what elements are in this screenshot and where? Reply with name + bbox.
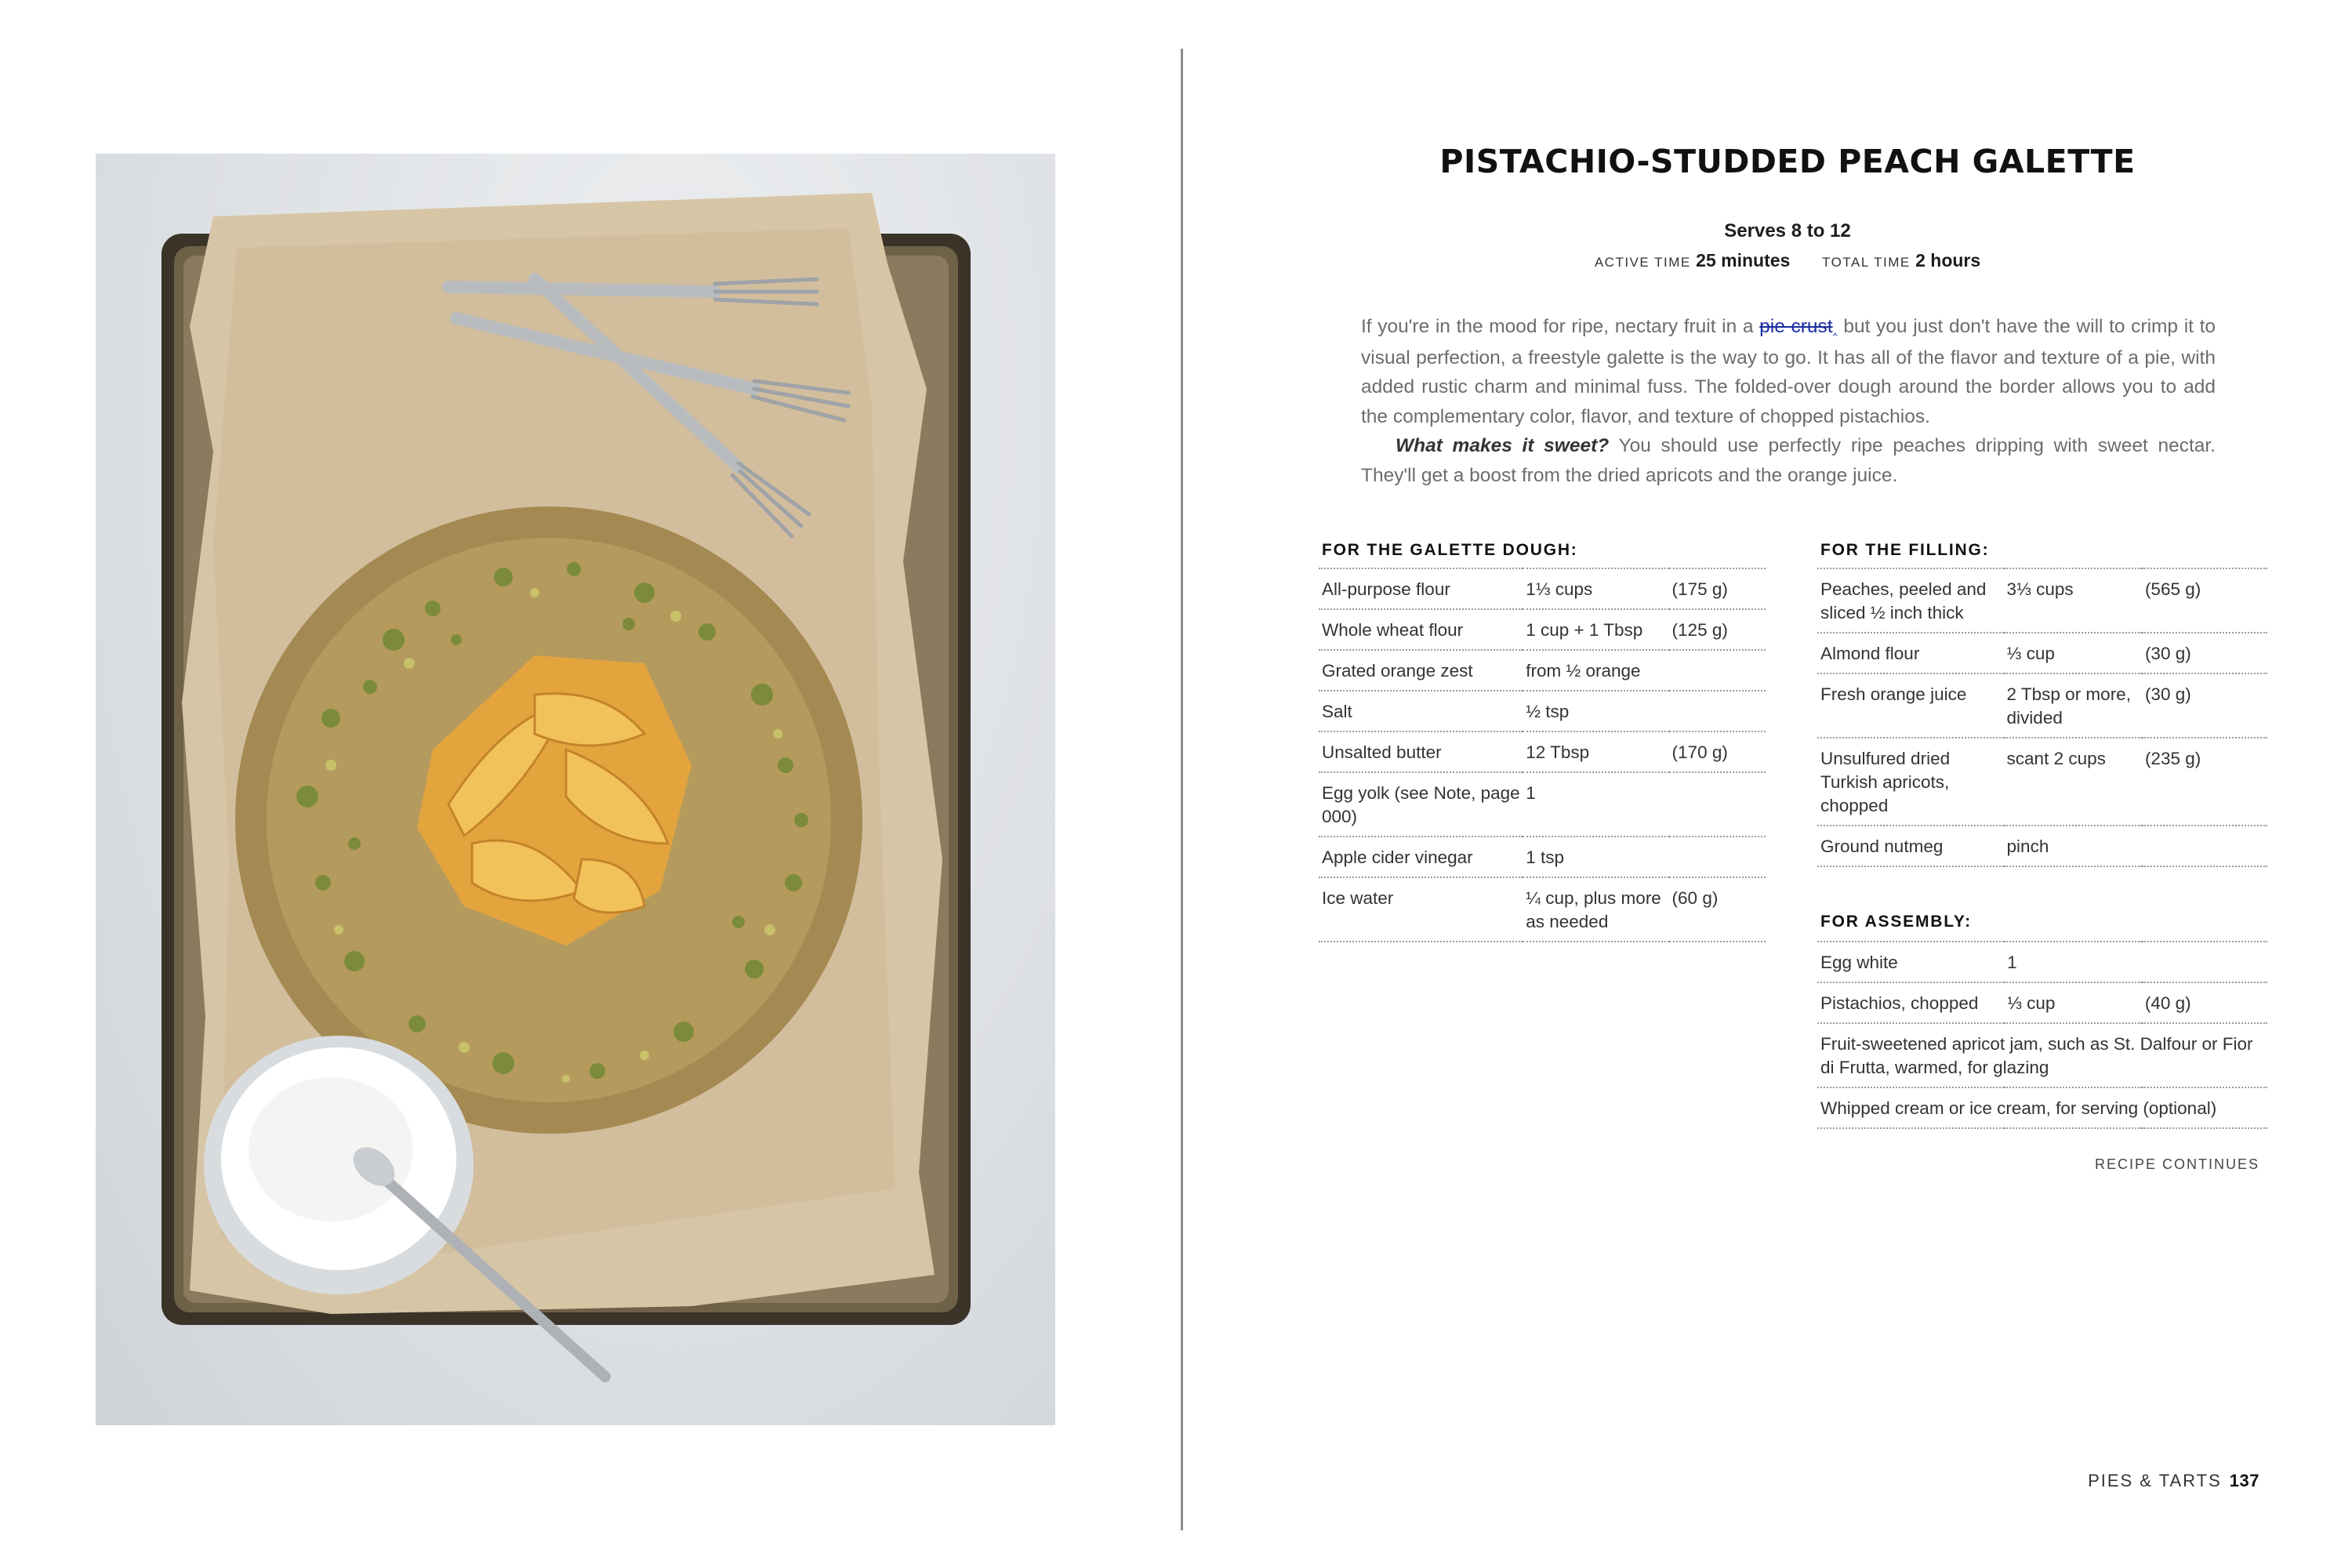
ingredient-amount: ¼ cup, plus more as needed [1523, 877, 1668, 942]
ingredient-name: Grated orange zest [1319, 650, 1523, 691]
ingredient-weight: (60 g) [1669, 877, 1766, 942]
recipe-title: PISTACHIO-STUDDED PEACH GALETTE [1439, 143, 2136, 180]
ingredient-name: Egg white [1817, 942, 2004, 982]
total-time-value: 2 hours [1915, 250, 1981, 270]
active-time-label: ACTIVE TIME [1594, 255, 1691, 270]
ingredient-row [1817, 942, 2267, 982]
ingredient-row [1817, 982, 2267, 1023]
ingredient-weight: (125 g) [1669, 609, 1766, 650]
ingredient-amount: 1 cup + 1 Tbsp [1523, 609, 1668, 650]
ingredient-weight: (30 g) [2142, 673, 2267, 738]
recipe-continues-note: RECIPE CONTINUES [2094, 1156, 2259, 1172]
galette-photo-illustration [96, 154, 1055, 1425]
page-footer [2088, 1471, 2259, 1491]
ingredient-row [1319, 731, 1766, 772]
ingredient-name: Unsalted butter [1319, 731, 1523, 772]
intro-answer: You should use perfectly ripe peaches dripping with sweet nectar. They'll get a boost from the dried apricots and the orange juice. [1361, 435, 2216, 486]
ingredient-amount: ⅓ cup [2004, 982, 2142, 1023]
ingredient-amount: ⅓ cup [2004, 633, 2142, 673]
ingredient-amount: 1 tsp [1523, 837, 1668, 877]
ingredient-row [1319, 691, 1766, 731]
ingredient-weight: (175 g) [1669, 568, 1766, 609]
ingredient-note: Fruit-sweetened apricot jam, such as St. Dalfour or Fior di Frutta, warmed, for glazing [1817, 1023, 2267, 1087]
ingredient-amount: 3⅓ cups [2004, 568, 2142, 633]
ingredient-amount: 1 [1523, 772, 1668, 837]
ingredient-row [1817, 673, 2267, 738]
ingredient-row [1319, 568, 1766, 609]
intro-lead: If you're in the mood for ripe, nectary fruit in a [1361, 316, 1760, 337]
ingredient-row [1319, 772, 1766, 837]
ingredient-weight: (30 g) [2142, 633, 2267, 673]
ingredient-name: Salt [1319, 691, 1523, 731]
ingredient-amount: 1 [2004, 942, 2142, 982]
time-line [1317, 250, 2258, 271]
ingredient-row [1319, 837, 1766, 877]
ingredient-name: Peaches, peeled and sliced ½ inch thick [1817, 568, 2004, 633]
ingredient-row [1817, 738, 2267, 826]
galette-photo [96, 154, 1055, 1425]
ingredient-row [1319, 650, 1766, 691]
struck-edit-text: pie crust [1759, 316, 1833, 337]
ingredient-row [1319, 877, 1766, 942]
filling-ingredients-table [1817, 568, 2267, 867]
edit-caret-icon: ‸ [1832, 320, 1838, 336]
ingredient-amount: pinch [2004, 826, 2142, 866]
page-number: 137 [2229, 1471, 2259, 1490]
ingredient-weight [2142, 942, 2267, 982]
ingredient-name: Pistachios, chopped [1817, 982, 2004, 1023]
ingredient-row [1817, 1087, 2267, 1128]
ingredient-amount: from ½ orange [1523, 650, 1668, 691]
assembly-ingredients-table [1817, 941, 2267, 1129]
ingredient-name: Unsulfured dried Turkish apricots, chopped [1817, 738, 2004, 826]
filling-heading: FOR THE FILLING: [1820, 541, 1990, 559]
ingredient-amount: 1⅓ cups [1523, 568, 1668, 609]
serves-line: Serves 8 to 12 [1724, 220, 1851, 241]
ingredient-weight [1669, 837, 1766, 877]
intro-paragraph-2 [1361, 431, 2216, 490]
ingredient-row [1817, 826, 2267, 866]
ingredient-amount: scant 2 cups [2004, 738, 2142, 826]
ingredient-row [1817, 1023, 2267, 1087]
ingredient-name: Ground nutmeg [1817, 826, 2004, 866]
ingredient-weight [2142, 826, 2267, 866]
ingredient-row [1319, 609, 1766, 650]
ingredient-name: All-purpose flour [1319, 568, 1523, 609]
assembly-heading: FOR ASSEMBLY: [1820, 913, 1972, 931]
ingredient-name: Egg yolk (see Note, page 000) [1319, 772, 1523, 837]
ingredient-name: Whole wheat flour [1319, 609, 1523, 650]
ingredient-note: Whipped cream or ice cream, for serving (optional) [1817, 1087, 2267, 1128]
ingredient-amount: 2 Tbsp or more, divided [2004, 673, 2142, 738]
ingredient-weight [1669, 650, 1766, 691]
ingredient-weight: (565 g) [2142, 568, 2267, 633]
ingredient-weight: (40 g) [2142, 982, 2267, 1023]
ingredient-name: Fresh orange juice [1817, 673, 2004, 738]
ingredient-weight [1669, 691, 1766, 731]
ingredient-weight: (170 g) [1669, 731, 1766, 772]
ingredient-row [1817, 633, 2267, 673]
ingredient-weight [1669, 772, 1766, 837]
active-time-value: 25 minutes [1696, 250, 1791, 270]
dough-ingredients-table [1319, 568, 1766, 942]
intro-rest: but you just don't have the will to crimp it to visual perfection, a freestyle galette is the way to go. It has all of the flavor and texture of a pie, with added rustic charm and minimal fuss. The folded-over dough around the border allows you to add the complementary color, flavor, and texture of chopped pistachios. [1361, 316, 2216, 427]
ingredient-row [1817, 568, 2267, 633]
ingredient-amount: 12 Tbsp [1523, 731, 1668, 772]
ingredient-name: Apple cider vinegar [1319, 837, 1523, 877]
ingredient-name: Ice water [1319, 877, 1523, 942]
page-gutter-divider [1181, 49, 1183, 1530]
ingredient-amount: ½ tsp [1523, 691, 1668, 731]
ingredient-weight: (235 g) [2142, 738, 2267, 826]
dough-heading: FOR THE GALETTE DOUGH: [1322, 541, 1578, 559]
intro-question: What makes it sweet? [1396, 435, 1610, 456]
recipe-intro [1361, 312, 2216, 490]
intro-paragraph-1 [1361, 312, 2216, 431]
footer-section-name: PIES & TARTS [2088, 1471, 2222, 1490]
ingredient-name: Almond flour [1817, 633, 2004, 673]
total-time-label: TOTAL TIME [1822, 255, 1911, 270]
